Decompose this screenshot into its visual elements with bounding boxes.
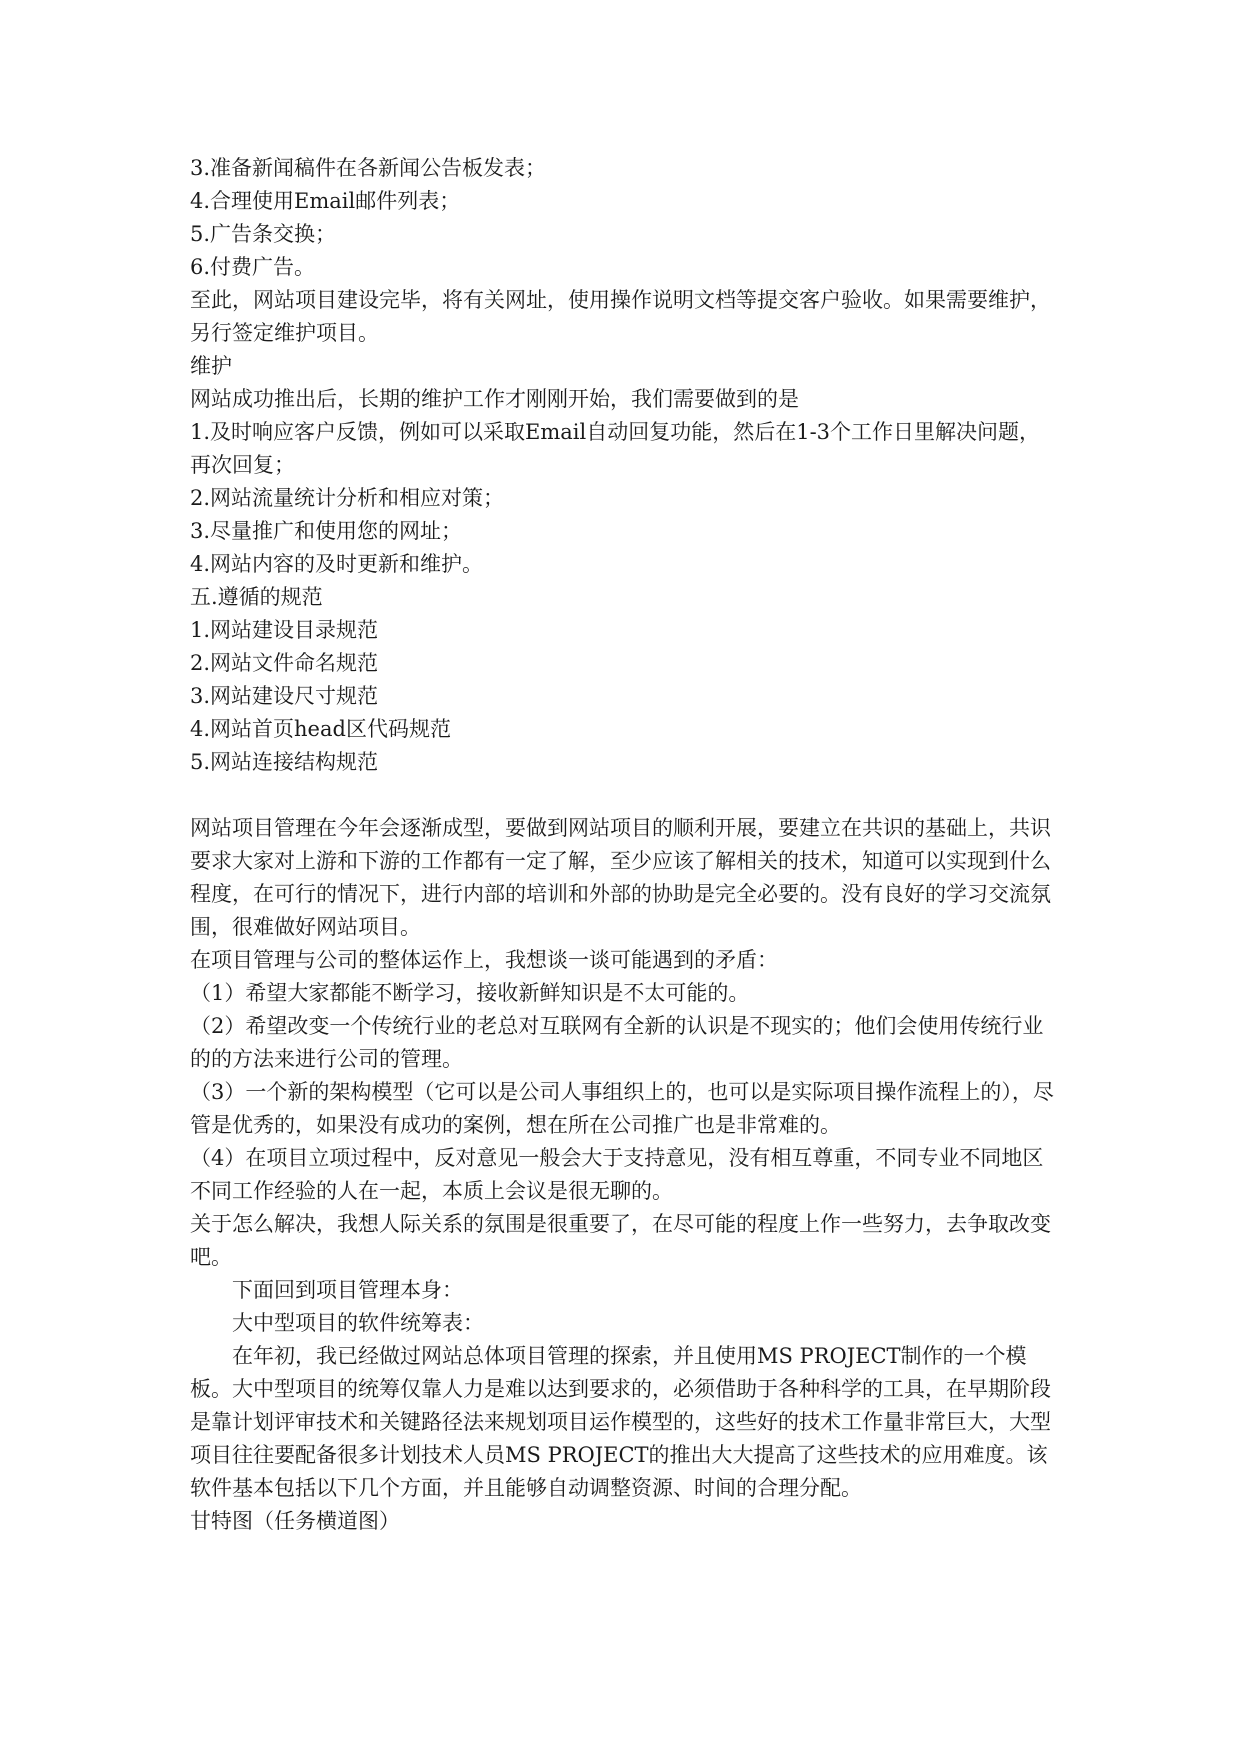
completion-paragraph: 至此，网站项目建设完毕，将有关网址，使用操作说明文档等提交客户验收。如果需要维护，另行签定维护项目。 [190,288,1051,345]
management-paragraph: 网站项目管理在今年会逐渐成型，要做到网站项目的顺利开展，要建立在共识的基础上，共识要求大家对上游和下游的工作都有一定了解，至少应该了解相关的技术，知道可以实现到什么程度，在可行的情况下，进行内部的培训和外部的协助是完全必要的。没有良好的学习交流氛围，很难做好网站项目。 [190,816,1051,939]
conflict-item: （2）希望改变一个传统行业的老总对互联网有全新的认识是不现实的；他们会使用传统行业的的方法来进行公司的管理。 [190,1014,1044,1071]
gantt-heading: 甘特图（任务横道图） [190,1509,400,1533]
promo-item: 5.广告条交换； [190,222,337,246]
standards-heading: 五.遵循的规范 [190,585,323,609]
promo-item: 6.付费广告。 [190,255,316,279]
conflict-item: （4）在项目立项过程中，反对意见一般会大于支持意见，没有相互尊重，不同专业不同地区不同工作经验的人在一起，本质上会议是很无聊的。 [190,1146,1044,1203]
conflicts-intro: 在项目管理与公司的整体运作上，我想谈一谈可能遇到的矛盾： [190,948,778,972]
maintenance-intro: 网站成功推出后，长期的维护工作才刚刚开始，我们需要做到的是 [190,387,799,411]
maintenance-item: 1.及时响应客户反馈，例如可以采取Email自动回复功能，然后在1-3个工作日里解决问题，再次回复； [190,420,1041,477]
conflict-item: （1）希望大家都能不断学习，接收新鲜知识是不太可能的。 [190,981,750,1005]
maintenance-item: 2.网站流量统计分析和相应对策； [190,486,505,510]
standards-item: 3.网站建设尺寸规范 [190,684,379,708]
software-heading: 大中型项目的软件统筹表： [232,1311,484,1335]
promo-item: 3.准备新闻稿件在各新闻公告板发表； [190,156,547,180]
blank-line [190,779,1060,812]
standards-item: 1.网站建设目录规范 [190,618,379,642]
resolution-paragraph: 关于怎么解决，我想人际关系的氛围是很重要了，在尽可能的程度上作一些努力，去争取改变吧。 [190,1212,1051,1269]
maintenance-heading: 维护 [190,354,232,378]
standards-item: 4.网站首页head区代码规范 [190,717,451,741]
standards-item: 5.网站连接结构规范 [190,750,379,774]
maintenance-item: 4.网站内容的及时更新和维护。 [190,552,484,576]
document-page [190,152,1060,1538]
maintenance-item: 3.尽量推广和使用您的网址； [190,519,463,543]
ms-project-paragraph: 在年初，我已经做过网站总体项目管理的探索，并且使用MS PROJECT制作的一个模板。大中型项目的统筹仅靠人力是难以达到要求的，必须借助于各种科学的工具，在早期阶段是靠计划评审技术和关键路径法来规划项目运作模型的，这些好的技术工作量非常巨大，大型项目往往要配备很多计划技术人员MS PROJECT的推出大大提高了这些技术的应用难度。该软件基本包括以下几个方面，并且能够自动调整资源、时间的合理分配。 [190,1344,1051,1500]
back-to-pm-line: 下面回到项目管理本身： [232,1278,463,1302]
conflict-item: （3）一个新的架构模型（它可以是公司人事组织上的，也可以是实际项目操作流程上的），尽管是优秀的，如果没有成功的案例，想在所在公司推广也是非常难的。 [190,1080,1054,1137]
standards-item: 2.网站文件命名规范 [190,651,379,675]
promo-item: 4.合理使用Email邮件列表； [190,189,461,213]
